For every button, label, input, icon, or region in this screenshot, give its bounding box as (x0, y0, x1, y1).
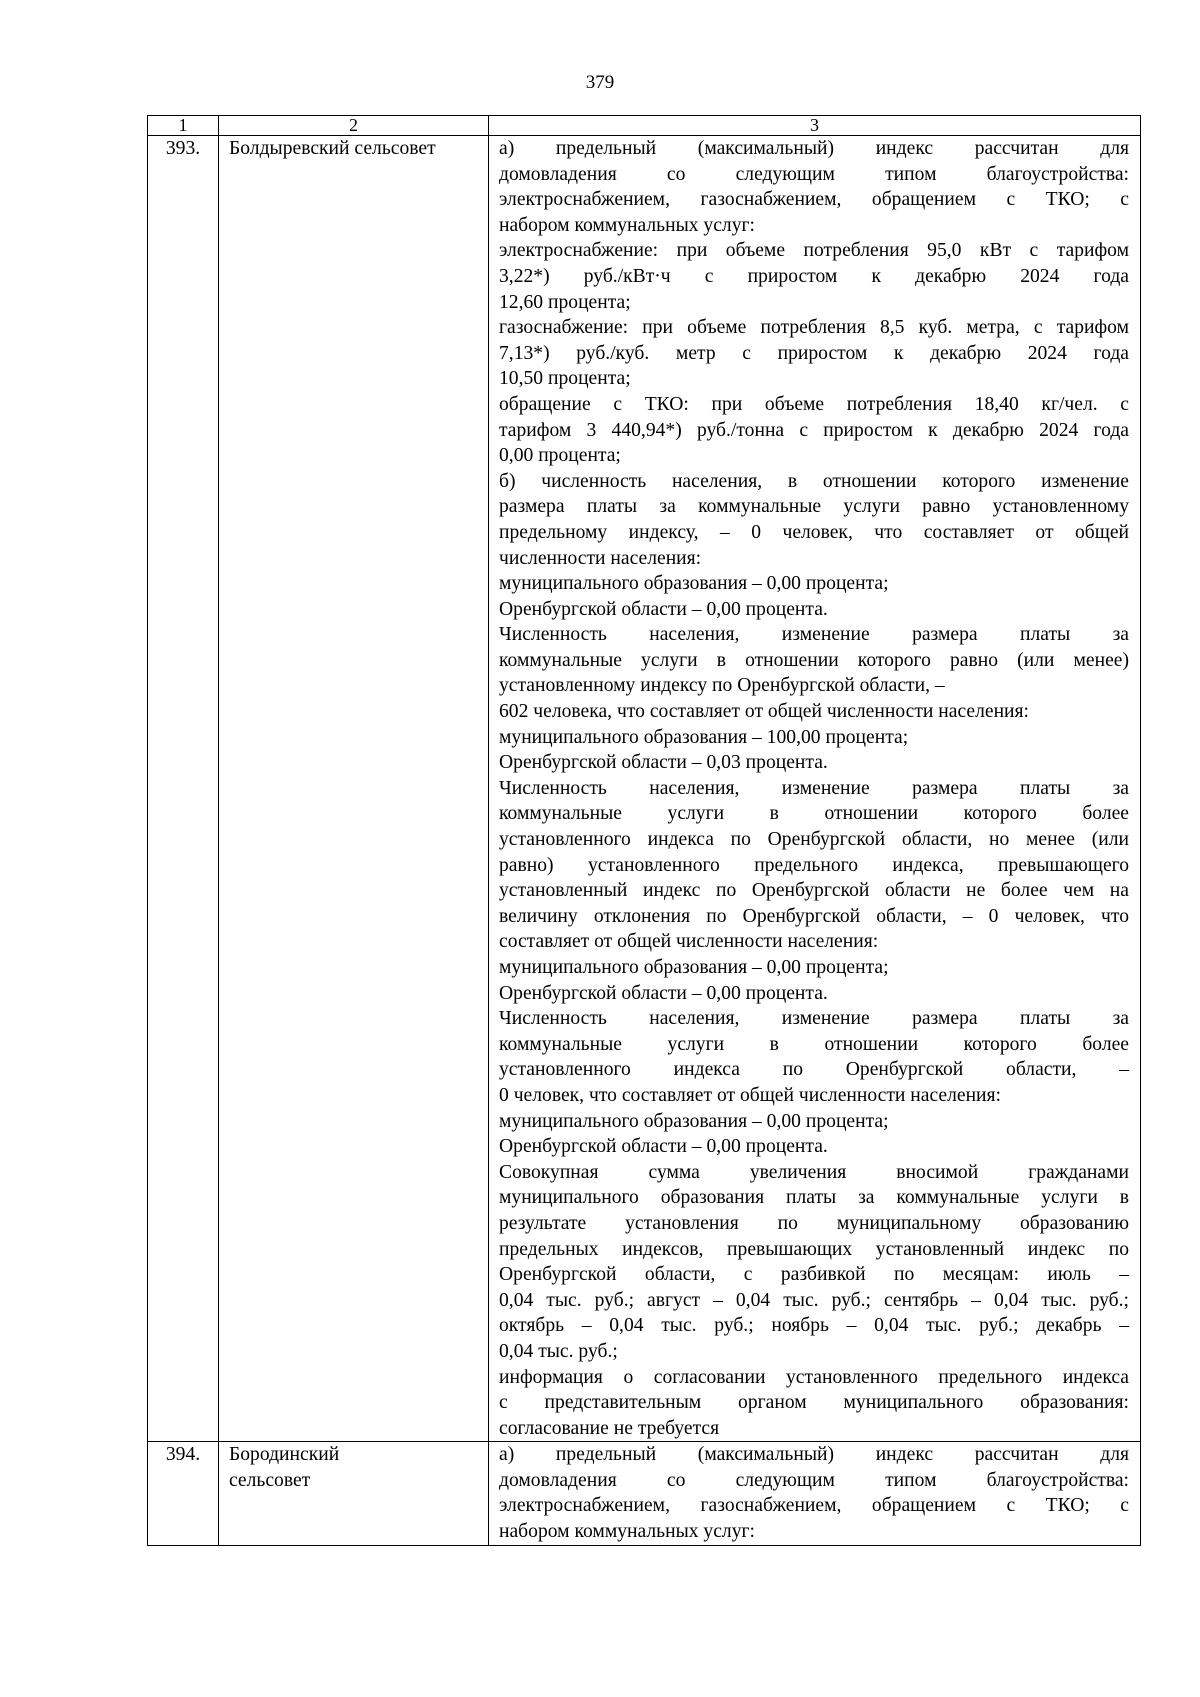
row-number: 393. (148, 136, 219, 1442)
description-line: Оренбургской области – 0,00 процента. (499, 598, 828, 620)
table-row (148, 1442, 1141, 1545)
description-line: октябрь – 0,04 тыс. руб.; ноябрь – 0,04 тыс. руб.; декабрь – (499, 1315, 1129, 1337)
description-line: коммунальные услуги в отношении которого более (499, 803, 1129, 825)
description-line: б) численность населения, в отношении которого изменение (499, 470, 1129, 492)
description-line: коммунальные услуги в отношении которого равно (или менее) (499, 649, 1129, 671)
row-number: 394. (148, 1442, 219, 1545)
description-line: муниципального образования – 0,00 процента; (499, 957, 889, 978)
description-line: составляет от общей численности населения: (499, 931, 879, 953)
description-line: Оренбургской области, с разбивкой по месяцам: июль – (499, 1264, 1129, 1286)
description-line: тарифом 3 440,94*) руб./тонна с приростом к декабрю 2024 года (499, 419, 1129, 441)
page-number: 379 (585, 72, 615, 93)
municipality-name: Бородинский сельсовет (219, 1442, 489, 1545)
description-line: 7,13*) руб./куб. метр с приростом к декабрю 2024 года (499, 342, 1129, 364)
description-line: 602 человека, что составляет от общей численности населения: (499, 701, 1029, 723)
description-line: Численность населения, изменение размера платы за (499, 777, 1129, 799)
description-line: согласование не требуется (499, 1417, 720, 1439)
description-line: 0,04 тыс. руб.; август – 0,04 тыс. руб.; сентябрь – 0,04 тыс. руб.; (499, 1289, 1129, 1311)
description-line: Численность населения, изменение размера платы за (499, 1008, 1129, 1030)
description-line: информация о согласовании установленного предельного индекса (499, 1366, 1129, 1388)
description-line: муниципального образования – 0,00 процента; (499, 573, 889, 595)
description-line: домовладения со следующим типом благоустройства: (499, 1469, 1129, 1491)
description-line: коммунальные услуги в отношении которого более (499, 1033, 1129, 1055)
description-line: 12,60 процента; (499, 291, 631, 313)
description-line: 0,04 тыс. руб.; (499, 1340, 618, 1362)
description-line: Совокупная сумма увеличения вносимой гражданами (499, 1161, 1129, 1183)
description-line: установленному индексу по Оренбургской области, – (499, 675, 945, 697)
header-col-2: 2 (219, 116, 489, 136)
description-line: с представительным органом муниципального образования: (499, 1392, 1129, 1414)
header-col-3: 3 (489, 116, 1141, 136)
description-line: 0 человек, что составляет от общей численности населения: (499, 1084, 1002, 1106)
description-line: равно) установленного предельного индекса, превышающего (499, 854, 1129, 876)
description-line: обращение с ТКО: при объеме потребления 18,40 кг/чел. с (499, 393, 1129, 415)
description-line: Оренбургской области – 0,03 процента. (499, 752, 828, 774)
description-line: Численность населения, изменение размера платы за (499, 624, 1129, 646)
index-table (147, 115, 1141, 1546)
description-line: газоснабжение: при объеме потребления 8,5 куб. метра, с тарифом (499, 317, 1129, 339)
description-line: муниципального образования – 0,00 процента; (499, 1110, 889, 1132)
description-line: а) предельный (максимальный) индекс рассчитан для (499, 138, 1129, 159)
description-line: электроснабжением, газоснабжением, обращением с ТКО; с (499, 1495, 1129, 1517)
row-description (489, 136, 1141, 1442)
header-col-1: 1 (148, 116, 219, 136)
municipality-name: Болдыревский сельсовет (219, 136, 489, 1442)
description-line: муниципального образования – 100,00 процента; (499, 726, 909, 748)
description-line: а) предельный (максимальный) индекс рассчитан для (499, 1444, 1129, 1466)
description-line: электроснабжение: при объеме потребления 95,0 кВт с тарифом (499, 240, 1129, 262)
description-line: 3,22*) руб./кВт·ч с приростом к декабрю 2024 года (499, 265, 1129, 287)
description-line: величину отклонения по Оренбургской области, – 0 человек, что (499, 905, 1129, 927)
description-line: набором коммунальных услуг: (499, 1521, 755, 1543)
description-line: 10,50 процента; (499, 368, 631, 390)
description-line: Оренбургской области – 0,00 процента. (499, 982, 828, 1004)
description-line: предельному индексу, – 0 человек, что составляет от общей (499, 521, 1129, 543)
row-description (489, 1442, 1141, 1545)
description-line: 0,00 процента; (499, 445, 621, 467)
description-line: установленный индекс по Оренбургской области не более чем на (499, 880, 1129, 902)
description-line: Оренбургской области – 0,00 процента. (499, 1136, 828, 1158)
description-line: установленного индекса по Оренбургской области, но менее (или (499, 829, 1129, 851)
table-header-row (148, 116, 1141, 136)
description-line: установленного индекса по Оренбургской области, – (499, 1059, 1129, 1081)
description-line: численности населения: (499, 547, 702, 569)
description-line: результате установления по муниципальному образованию (499, 1212, 1129, 1234)
table-row (148, 136, 1141, 1442)
description-line: домовладения со следующим типом благоустройства: (499, 163, 1129, 185)
description-line: электроснабжением, газоснабжением, обращением с ТКО; с (499, 189, 1129, 211)
description-line: набором коммунальных услуг: (499, 214, 755, 236)
description-line: муниципального образования платы за коммунальные услуги в (499, 1187, 1129, 1209)
description-line: предельных индексов, превышающих установленный индекс по (499, 1238, 1129, 1260)
description-line: размера платы за коммунальные услуги равно установленному (499, 496, 1129, 518)
